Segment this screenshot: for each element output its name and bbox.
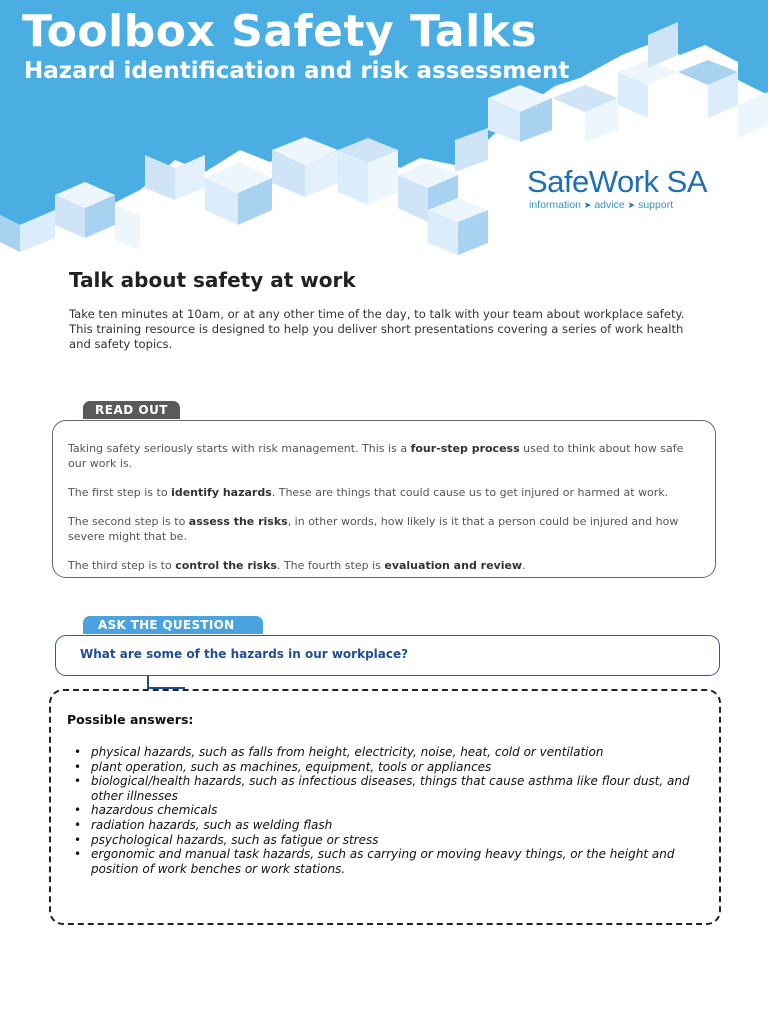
bullet-icon: • [74,745,82,759]
list-item: • plant operation, such as machines, equipment, tools or appliances [74,759,492,774]
tagline-arrow-icon: ➤ [583,200,592,210]
tagline-advice: advice [594,199,625,211]
read-out-paragraph-2: The first step is to identify hazards. These are things that could cause us to get injured or harmed at work. [68,486,669,499]
header-banner [0,0,768,262]
page-title: Toolbox Safety Talks [22,6,538,57]
bullet-icon: • [74,817,82,832]
bullet-icon: • [74,847,82,862]
list-item: • physical hazards, such as falls from height, electricity, noise, heat, cold or ventilation [74,745,604,759]
tagline-arrow-icon: ➤ [627,200,636,210]
section-heading: Talk about safety at work [69,268,356,292]
read-out-paragraph-3: The second step is to assess the risks, in other words, how likely is it that a person could be injured and how severe might that be. [68,515,679,543]
tagline-support: support [638,199,674,211]
list-item: • radiation hazards, such as welding flash [74,817,333,832]
intro-paragraph: Take ten minutes at 10am, or at any other time of the day, to talk with your team about workplace safety. This training resource is designed to help you deliver short presentations covering a series of work health and safety topics. [69,307,685,351]
bullet-icon: • [74,759,82,774]
list-item: • psychological hazards, such as fatigue or stress [74,832,379,847]
page-subtitle: Hazard identification and risk assessment [24,58,570,84]
read-out-tab: READ OUT [83,401,180,419]
logo-name: SafeWork SA [527,164,708,199]
bullet-icon: • [74,774,82,789]
tagline-information: information [529,199,581,211]
answers-list [74,745,721,876]
list-item: • ergonomic and manual task hazards, such as carrying or moving heavy things, or the height and position of work benches or work stations. [74,847,675,876]
answers-title: Possible answers: [67,712,194,727]
list-item: • biological/health hazards, such as infectious diseases, things that cause asthma like flour dust, and other illnesses [74,774,690,803]
safework-sa-logo [527,166,707,211]
question-text: What are some of the hazards in our workplace? [80,647,409,661]
bullet-icon: • [74,803,82,818]
bullet-icon: • [74,832,82,847]
ask-question-tab: ASK THE QUESTION [83,616,263,634]
read-out-box [52,420,716,578]
read-out-paragraph-4: The third step is to control the risks. The fourth step is evaluation and review. [68,559,526,572]
list-item: • hazardous chemicals [74,803,218,818]
possible-answers-box [49,689,721,925]
read-out-paragraph-1: Taking safety seriously starts with risk management. This is a four-step process used to think about how safe our work is. [68,442,684,470]
logo-tagline [527,199,707,211]
question-box [55,635,720,676]
